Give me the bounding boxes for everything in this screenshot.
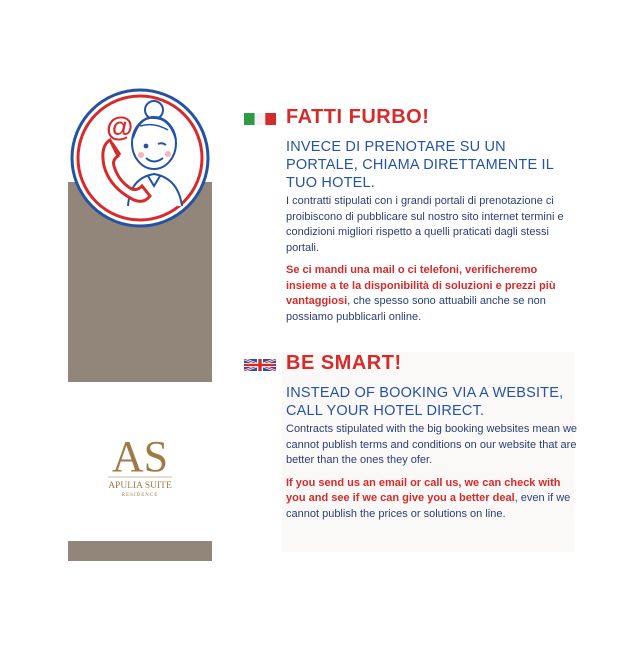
english-highlight: If you send us an email or call us, we can check with you and see if we can give you a better deal xyxy=(286,476,561,504)
logo-tagline: RESIDENCE xyxy=(121,493,159,498)
english-title: BE SMART! xyxy=(286,352,402,374)
italian-title: FATTI FURBO! xyxy=(286,106,430,128)
english-body xyxy=(286,422,580,522)
italian-paragraph-2-rest: , che spesso sono attuabili anche se non possiamo pubblicarli online. xyxy=(286,295,546,323)
italian-paragraph-2 xyxy=(286,263,580,325)
receptionist-phone-badge-icon xyxy=(70,88,210,228)
apulia-suite-logo xyxy=(100,427,180,507)
italy-flag-icon xyxy=(244,113,276,125)
italian-highlight: Se ci mandi una mail o ci telefoni, verificheremo insieme a te la disponibilità di soluzioni e prezzi più vantaggiosi xyxy=(286,264,556,307)
uk-flag-icon xyxy=(244,359,276,371)
italian-paragraph-1: I contratti stipulati con i grandi portali di prenotazione ci proibiscono di pubblicare sul nostro sito internet termini e condizioni migliori rispetto a quelli praticati dagli stessi portali. xyxy=(286,195,564,254)
english-subtitle: INSTEAD OF BOOKING VIA A WEBSITE, CALL YOUR HOTEL DIRECT. xyxy=(286,385,564,419)
english-paragraph-1: Contracts stipulated with the big booking websites mean we cannot publish terms and conditions on our website that are better than the ones they ofer. xyxy=(286,423,578,466)
bottom-side-strip xyxy=(68,541,212,561)
italian-body xyxy=(286,194,580,325)
english-paragraph-2-rest: , even if we cannot publish the prices or solutions on line. xyxy=(286,492,571,520)
english-paragraph-2 xyxy=(286,476,580,523)
logo-name: APULIA SUITE xyxy=(108,481,172,491)
italian-subtitle: INVECE DI PRENOTARE SU UN PORTALE, CHIAMA DIRETTAMENTE IL TUO HOTEL. xyxy=(286,139,554,191)
logo-monogram: AS xyxy=(111,432,169,481)
at-symbol: @ xyxy=(106,111,134,142)
